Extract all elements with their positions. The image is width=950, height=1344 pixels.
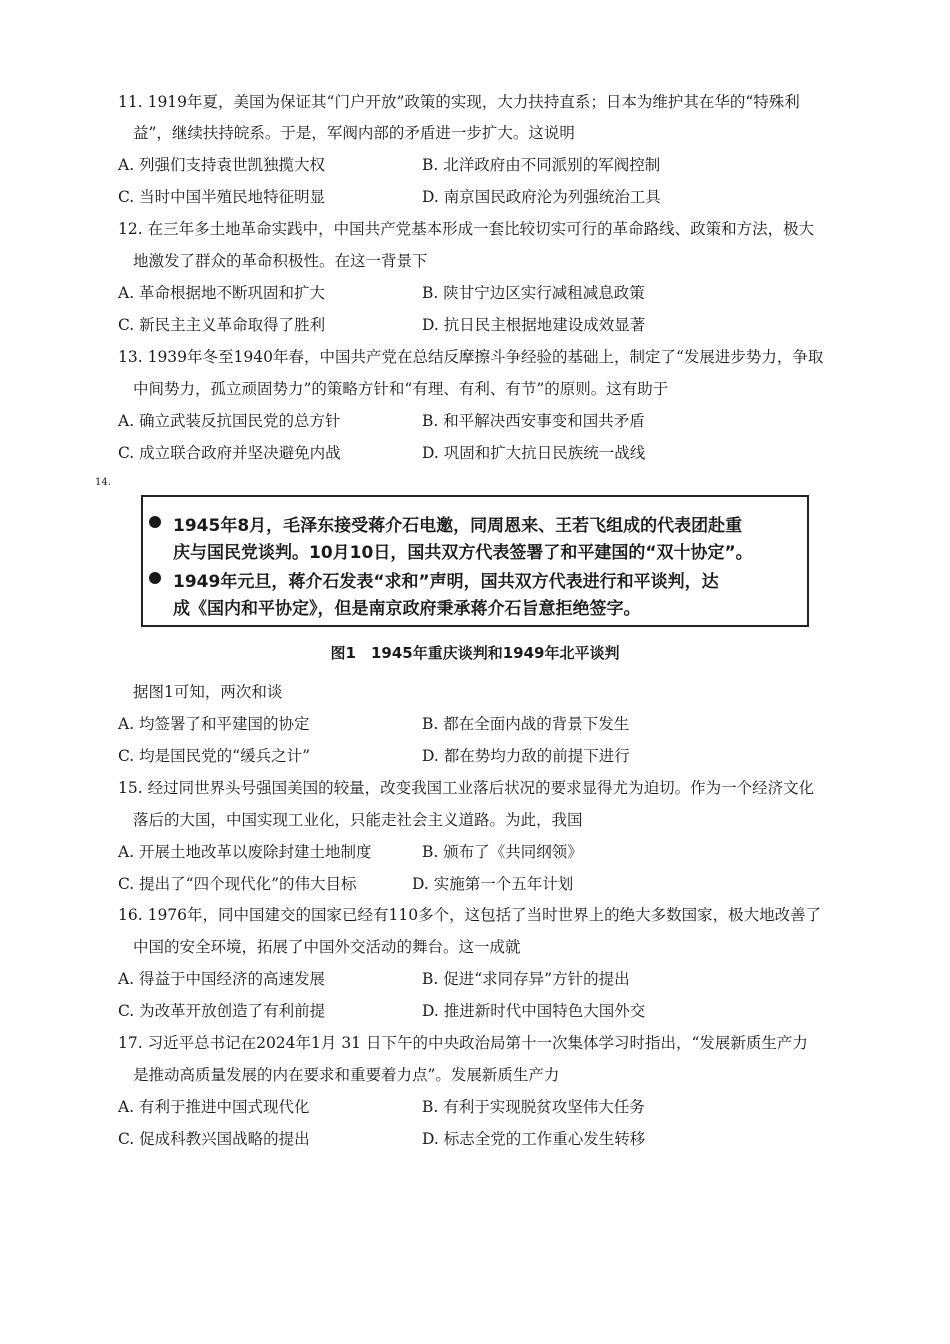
- q12-option-c: C. 新民主主义革命取得了胜利: [118, 316, 326, 334]
- q14-option-c: C. 均是国民党的“缓兵之计”: [118, 747, 311, 765]
- figure-line-4: 成《国内和平协定》，但是南京政府秉承蒋介石旨意拒绝签字。: [173, 599, 641, 619]
- q13-option-c: C. 成立联合政府并坚决避免内战: [118, 444, 341, 462]
- q14-option-d: D. 都在势均力敌的前提下进行: [422, 747, 630, 765]
- q13-stem: 13. 1939年冬至1940年春，中国共产党在总结反摩擦斗争经验的基础上，制定了“发展进步势力，争取: [118, 348, 824, 366]
- q16-option-b: B. 促进“求同存异”方针的提出: [422, 970, 630, 988]
- figure-line-1: 1945年8月，毛泽东接受蒋介石电邀，同周恩来、王若飞组成的代表团赴重: [173, 511, 742, 536]
- figure-caption: 图1 1945年重庆谈判和1949年北平谈判: [330, 644, 620, 662]
- q15-option-d: D. 实施第一个五年计划: [412, 875, 574, 893]
- q17-stem-cont: 是推动高质量发展的内在要求和重要着力点”。发展新质生产力: [133, 1066, 560, 1084]
- q15-option-c: C. 提出了“四个现代化”的伟大目标: [118, 875, 357, 893]
- q16-option-a: A. 得益于中国经济的高速发展: [118, 970, 326, 988]
- q17-stem: 17. 习近平总书记在2024年1月 31 日下午的中央政治局第十一次集体学习时指出，“发展新质生产力: [118, 1034, 808, 1052]
- q12-option-a: A. 革命根据地不断巩固和扩大: [118, 284, 326, 302]
- q12-stem-cont: 地激发了群众的革命积极性。在这一背景下: [133, 252, 428, 270]
- q12-option-d: D. 抗日民主根据地建设成效显著: [422, 316, 646, 334]
- q14-number: 14.: [95, 477, 111, 488]
- figure-1-box: [141, 495, 809, 627]
- q14-stem: 据图1可知，两次和谈: [133, 683, 283, 701]
- bullet-icon: [149, 516, 161, 528]
- q11-option-c: C. 当时中国半殖民地特征明显: [118, 188, 326, 206]
- q17-option-b: B. 有利于实现脱贫攻坚伟大任务: [422, 1098, 645, 1116]
- q12-stem: 12. 在三年多土地革命实践中，中国共产党基本形成一套比较切实可行的革命路线、政策和方法，极大: [118, 220, 815, 238]
- q15-stem-cont: 落后的大国，中国实现工业化，只能走社会主义道路。为此，我国: [133, 811, 583, 829]
- q11-option-a: A. 列强们支持袁世凯独揽大权: [118, 156, 326, 174]
- q16-stem: 16. 1976年，同中国建交的国家已经有110多个，这包括了当时世界上的绝大多数国家，极大地改善了: [118, 906, 822, 924]
- figure-line-3: 1949年元旦，蒋介石发表“求和”声明，国共双方代表进行和平谈判，达: [173, 567, 719, 592]
- q11-stem-cont: 益”，继续扶持皖系。于是，军阀内部的矛盾进一步扩大。这说明: [133, 124, 575, 142]
- q13-option-d: D. 巩固和扩大抗日民族统一战线: [422, 444, 646, 462]
- q11-option-d: D. 南京国民政府沦为列强统治工具: [422, 188, 661, 206]
- figure-line-2: 庆与国民党谈判。10月10日，国共双方代表签署了和平建国的“双十协定”。: [173, 543, 753, 563]
- q14-option-b: B. 都在全面内战的背景下发生: [422, 715, 630, 733]
- q16-option-d: D. 推进新时代中国特色大国外交: [422, 1002, 646, 1020]
- q11-option-b: B. 北洋政府由不同派别的军阀控制: [422, 156, 661, 174]
- q15-stem: 15. 经过同世界头号强国美国的较量，改变我国工业落后状况的要求显得尤为迫切。作为一个经济文化: [118, 779, 815, 797]
- q15-option-a: A. 开展土地改革以废除封建土地制度: [118, 843, 372, 861]
- q17-option-c: C. 促成科教兴国战略的提出: [118, 1130, 310, 1148]
- q12-option-b: B. 陕甘宁边区实行减租减息政策: [422, 284, 645, 302]
- q16-option-c: C. 为改革开放创造了有利前提: [118, 1002, 326, 1020]
- q17-option-d: D. 标志全党的工作重心发生转移: [422, 1130, 646, 1148]
- q15-option-b: B. 颁布了《共同纲领》: [422, 843, 583, 861]
- q16-stem-cont: 中国的安全环境，拓展了中国外交活动的舞台。这一成就: [133, 938, 521, 956]
- q13-stem-cont: 中间势力，孤立顽固势力”的策略方针和“有理、有利、有节”的原则。这有助于: [133, 380, 669, 398]
- q17-option-a: A. 有利于推进中国式现代化: [118, 1098, 310, 1116]
- bullet-icon: [149, 572, 161, 584]
- q14-option-a: A. 均签署了和平建国的协定: [118, 715, 310, 733]
- q13-option-b: B. 和平解决西安事变和国共矛盾: [422, 412, 645, 430]
- q11-stem: 11. 1919年夏，美国为保证其“门户开放”政策的实现，大力扶持直系；日本为维护其在华的“特殊利: [118, 93, 800, 111]
- q13-option-a: A. 确立武装反抗国民党的总方针: [118, 412, 341, 430]
